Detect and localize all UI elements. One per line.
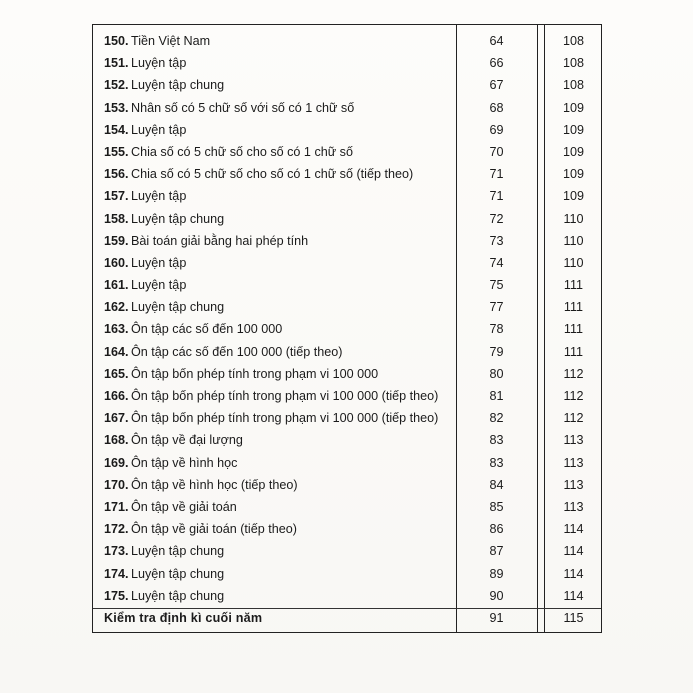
toc-lesson-number: 154.: [104, 122, 129, 137]
toc-page-2: 114: [563, 588, 584, 603]
toc-page-1: 79: [489, 344, 504, 359]
toc-row: [93, 119, 601, 141]
toc-lesson-number: 159.: [104, 233, 129, 248]
toc-lesson-number: 155.: [104, 144, 129, 159]
toc-page-1: 69: [489, 122, 504, 137]
toc-lesson-number: 157.: [104, 189, 129, 204]
toc-page-1: 80: [489, 366, 504, 381]
toc-page-2: 110: [563, 233, 584, 248]
toc-lesson-title: Ôn tập bốn phép tính trong phạm vi 100 000 (tiếp theo): [131, 411, 439, 426]
toc-page-2: 108: [562, 78, 584, 93]
toc-row: [93, 252, 601, 274]
toc-row: [93, 230, 601, 252]
toc-row: [93, 407, 601, 429]
toc-lesson-title: Ôn tập bốn phép tính trong phạm vi 100 000 (tiếp theo): [131, 389, 439, 403]
toc-row: [93, 318, 601, 340]
toc-lesson-number: 166.: [104, 389, 129, 403]
toc-page-2: 113: [563, 455, 584, 470]
toc-lesson-title: Nhân số có 5 chữ số với số có 1 chữ số: [131, 100, 355, 115]
toc-lesson-title: Ôn tập các số đến 100 000: [131, 322, 283, 337]
toc-page-2: 109: [562, 100, 584, 115]
toc-lesson-title: Luyện tập chung: [131, 78, 225, 93]
toc-page-2: 114: [563, 544, 584, 559]
toc-row: [93, 141, 601, 163]
toc-row: [93, 585, 601, 607]
toc-lesson-number: 160.: [104, 255, 129, 270]
toc-final-page-2: 115: [563, 610, 584, 625]
toc-page-1: 73: [489, 233, 504, 248]
toc-lesson-title: Luyện tập: [131, 122, 187, 137]
toc-lesson-number: 168.: [104, 433, 129, 448]
toc-page-2: 110: [563, 211, 584, 226]
toc-lesson-number: 170.: [104, 477, 129, 492]
toc-lesson-number: 165.: [104, 366, 129, 381]
toc-lesson-number: 161.: [104, 278, 129, 293]
toc-lesson-number: 156.: [104, 167, 129, 182]
toc-page-1: 87: [489, 544, 504, 559]
toc-page-1: 77: [489, 300, 504, 315]
toc-row: [93, 474, 601, 496]
toc-row: [93, 208, 601, 230]
toc-page-1: 66: [489, 56, 504, 71]
toc-lesson-title: Chia số có 5 chữ số cho số có 1 chữ số (tiếp theo): [131, 167, 414, 182]
toc-row: [93, 274, 601, 296]
toc-lesson-number: 150.: [104, 34, 129, 48]
toc-lesson-number: 163.: [104, 322, 129, 337]
toc-lesson-number: 162.: [104, 300, 129, 315]
toc-page-1: 68: [489, 100, 504, 115]
toc-page-1: 83: [489, 433, 504, 448]
toc-page-1: 82: [489, 411, 504, 426]
toc-page-2: 112: [563, 389, 584, 403]
toc-lesson-title: Luyện tập: [131, 189, 187, 204]
toc-row: [93, 540, 601, 562]
toc-row: [93, 30, 601, 52]
toc-page-1: 84: [489, 477, 504, 492]
toc-lesson-title: Ôn tập về đại lượng: [131, 433, 243, 448]
toc-page-2: 111: [563, 322, 584, 337]
toc-lesson-number: 158.: [104, 211, 129, 226]
toc-row: [93, 296, 601, 318]
toc-lesson-number: 171.: [104, 499, 129, 514]
toc-page-1: 74: [489, 255, 504, 270]
toc-row: [93, 518, 601, 540]
toc-row: [93, 97, 601, 119]
toc-page-2: 113: [563, 499, 584, 514]
toc-page-1: 83: [489, 455, 504, 470]
toc-lesson-number: 172.: [104, 522, 129, 537]
toc-lesson-title: Ôn tập bốn phép tính trong phạm vi 100 000: [131, 366, 379, 381]
toc-page-2: 109: [562, 167, 584, 182]
toc-row: [93, 385, 601, 407]
toc-row: [93, 74, 601, 96]
toc-page-2: 114: [563, 566, 584, 581]
toc-row: [93, 185, 601, 207]
toc-final-title: Kiểm tra định kì cuối năm: [104, 610, 263, 625]
toc-row: [93, 363, 601, 385]
toc-lesson-title: Ôn tập các số đến 100 000 (tiếp theo): [131, 344, 343, 359]
toc-page-1: 75: [489, 278, 504, 293]
toc-row: [93, 452, 601, 474]
toc-lesson-title: Tiền Việt Nam: [131, 34, 211, 48]
toc-lesson-number: 167.: [104, 411, 129, 426]
toc-row: [93, 496, 601, 518]
toc-page-2: 109: [562, 144, 584, 159]
toc-page-2: 109: [562, 122, 584, 137]
toc-lesson-number: 175.: [104, 588, 129, 603]
toc-page-1: 67: [489, 78, 504, 93]
toc-row: [93, 163, 601, 185]
toc-page-2: 108: [562, 56, 584, 71]
toc-page-2: 108: [562, 34, 584, 48]
toc-page-2: 111: [563, 278, 584, 293]
table-of-contents: [92, 24, 602, 633]
toc-lesson-title: Luyện tập: [131, 255, 187, 270]
toc-page-2: 111: [563, 344, 584, 359]
toc-lesson-number: 153.: [104, 100, 129, 115]
toc-final-row: [93, 608, 601, 628]
toc-lesson-title: Bài toán giải bằng hai phép tính: [131, 233, 309, 248]
toc-page-2: 111: [563, 300, 584, 315]
toc-lesson-number: 152.: [104, 78, 129, 93]
toc-lesson-number: 173.: [104, 544, 129, 559]
toc-page-1: 81: [489, 389, 504, 403]
toc-row: [93, 341, 601, 363]
toc-page-1: 78: [489, 322, 504, 337]
toc-row: [93, 429, 601, 451]
toc-page-2: 112: [563, 411, 584, 426]
toc-lesson-title: Ôn tập về hình học: [131, 455, 238, 470]
toc-page-2: 112: [563, 366, 584, 381]
toc-page-1: 86: [489, 522, 504, 537]
toc-lesson-title: Luyện tập: [131, 278, 187, 293]
toc-page-2: 114: [563, 522, 584, 537]
toc-page-1: 71: [489, 189, 504, 204]
toc-page-1: 64: [489, 34, 504, 48]
toc-page-1: 89: [489, 566, 504, 581]
toc-lesson-title: Luyện tập chung: [131, 211, 225, 226]
toc-page-2: 113: [563, 477, 584, 492]
toc-lesson-title: Chia số có 5 chữ số cho số có 1 chữ số: [131, 144, 353, 159]
toc-page-1: 71: [489, 167, 504, 182]
toc-lesson-title: Ôn tập về giải toán: [131, 499, 237, 514]
toc-page-1: 70: [489, 144, 504, 159]
toc-page-1: 85: [489, 499, 504, 514]
toc-lesson-number: 164.: [104, 344, 129, 359]
toc-lesson-number: 174.: [104, 566, 129, 581]
toc-lesson-title: Luyện tập chung: [131, 566, 225, 581]
toc-lesson-title: Luyện tập chung: [131, 588, 225, 603]
toc-lesson-title: Luyện tập chung: [131, 300, 225, 315]
toc-page-1: 72: [489, 211, 504, 226]
toc-lesson-number: 151.: [104, 56, 129, 71]
toc-page-1: 90: [489, 588, 504, 603]
toc-lesson-title: Ôn tập về hình học (tiếp theo): [131, 477, 298, 492]
toc-lesson-number: 169.: [104, 455, 129, 470]
toc-lesson-title: Ôn tập về giải toán (tiếp theo): [131, 522, 297, 537]
toc-final-page-1: 91: [489, 610, 504, 625]
toc-page-2: 110: [563, 255, 584, 270]
toc-page-2: 113: [563, 433, 584, 448]
toc-row: [93, 563, 601, 585]
toc-lesson-title: Luyện tập chung: [131, 544, 225, 559]
toc-rows: [93, 30, 601, 628]
toc-page-2: 109: [562, 189, 584, 204]
toc-row: [93, 52, 601, 74]
toc-lesson-title: Luyện tập: [131, 56, 187, 71]
